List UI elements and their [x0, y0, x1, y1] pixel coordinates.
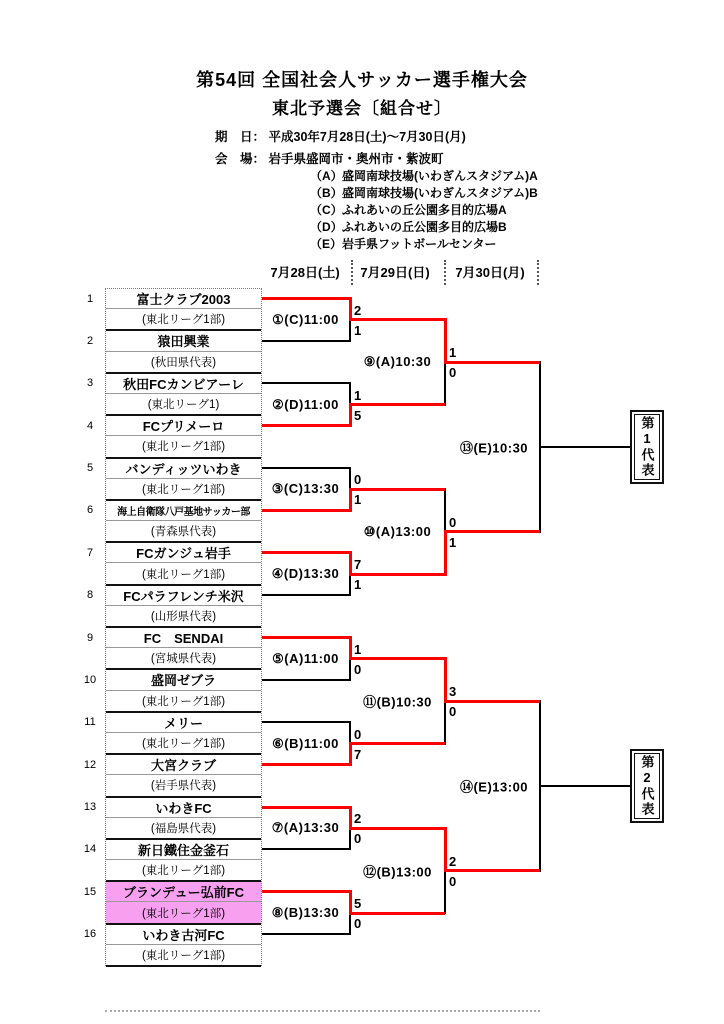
match-score-top: 2	[449, 853, 457, 869]
final-connector-line	[540, 446, 630, 448]
winner-path-line	[445, 869, 540, 872]
match-score-bottom: 1	[354, 492, 362, 508]
match-label: ⑪(B)10:30	[363, 694, 432, 710]
team-affiliation: (東北リーグ1部)	[141, 949, 226, 962]
match-label: ⑩(A)13:00	[363, 523, 432, 539]
page-title: 第54回 全国社会人サッカー選手権大会	[196, 70, 528, 90]
seed-number: 6	[86, 504, 94, 517]
bracket-line	[262, 297, 350, 300]
final-connector-line	[540, 785, 630, 787]
date-column-day2: 7月29日(日)	[360, 265, 430, 280]
team-name: バンディッツいわき	[106, 459, 261, 479]
event-date-label: 期 日：	[215, 130, 266, 144]
page-break-line	[105, 1010, 540, 1012]
bracket-line	[444, 530, 447, 575]
team-name: 猿田興業	[106, 331, 261, 351]
qualifier-box-1	[630, 410, 664, 484]
match-score-top: 3	[449, 684, 457, 700]
bracket-line	[444, 318, 447, 363]
seed-number: 10	[83, 673, 97, 686]
team-affiliation: (東北リーグ1部)	[106, 902, 261, 922]
winner-path-line	[445, 530, 540, 533]
team-name: 大宮クラブ	[106, 755, 261, 775]
team-name: 秋田FCカンビアーレ	[106, 374, 261, 394]
match-score-top: 0	[354, 472, 362, 488]
match-label: ⑭(E)13:00	[459, 779, 529, 795]
winner-path-line	[350, 318, 445, 321]
match-score-bottom: 1	[354, 322, 362, 338]
match-score-bottom: 0	[354, 916, 362, 932]
winner-path-line	[350, 912, 445, 915]
bracket-line	[262, 806, 350, 809]
match-label: ⑥(B)11:00	[272, 735, 339, 751]
team-affiliation: (東北リーグ1)	[147, 399, 220, 412]
match-score-bottom: 1	[449, 534, 457, 550]
team-name: 海上自衛隊八戸基地サッカー部	[106, 501, 261, 521]
match-label: ③(C)13:30	[271, 481, 340, 497]
bracket-line	[349, 742, 352, 766]
bracket-line	[444, 361, 446, 405]
venue-key-e: （E）	[310, 237, 343, 251]
match-score-bottom: 0	[354, 661, 362, 677]
match-label: ⑫(B)13:00	[363, 864, 432, 880]
team-name: ブランデュー弘前FC	[106, 882, 261, 902]
match-score-bottom: 0	[354, 831, 362, 847]
match-score-top: 2	[354, 811, 362, 827]
qualifier-label-1: 第1代表	[634, 414, 660, 480]
venue-name-b: 盛岡南球技場(いわぎんスタジアム)B	[342, 186, 538, 200]
team-affiliation: (東北リーグ1部)	[141, 314, 226, 327]
team-affiliation: (宮城県代表)	[150, 653, 217, 666]
match-score-bottom: 7	[354, 746, 362, 762]
match-score-bottom: 5	[354, 407, 362, 423]
winner-path-line	[350, 488, 445, 491]
winner-path-line	[350, 573, 445, 576]
bracket-line	[262, 424, 350, 427]
bracket-line	[262, 551, 350, 554]
winner-path-line	[350, 827, 445, 830]
team-affiliation: (東北リーグ1部)	[141, 483, 226, 496]
match-label: ⑨(A)10:30	[363, 354, 432, 370]
bracket-line	[444, 657, 447, 702]
bracket-line	[444, 488, 446, 532]
bracket-line	[262, 636, 350, 639]
venue-name-c: ふれあいの丘公園多目的広場A	[342, 203, 507, 217]
match-label: ⑤(A)11:00	[272, 650, 339, 666]
bracket-line	[349, 658, 351, 681]
match-score-top: 7	[354, 557, 362, 573]
bracket-line	[262, 933, 350, 935]
match-label: ②(D)11:00	[272, 396, 339, 412]
winner-path-line	[445, 361, 540, 364]
seed-number: 11	[84, 716, 96, 729]
date-column-day1: 7月28日(土)	[270, 265, 340, 280]
bracket-line	[262, 467, 350, 469]
event-venue-value: 岩手県盛岡市・奥州市・紫波町	[268, 152, 444, 166]
bracket-line	[262, 890, 350, 893]
bracket-line	[444, 870, 446, 914]
winner-path-line	[350, 742, 445, 745]
match-label: ④(D)13:30	[271, 566, 340, 582]
match-score-top: 1	[354, 387, 362, 403]
bracket-line	[262, 679, 350, 681]
team-name: いわきFC	[106, 798, 261, 818]
qualifier-label-2: 第2代表	[634, 753, 660, 819]
winner-path-line	[350, 403, 445, 406]
team-affiliation: (東北リーグ1部)	[141, 568, 226, 581]
match-label: ⑧(B)13:30	[271, 905, 340, 921]
match-score-top: 0	[449, 514, 457, 530]
seed-number: 8	[86, 589, 94, 602]
winner-path-line	[350, 657, 445, 660]
seed-number: 1	[86, 292, 94, 305]
team-name: メリー	[106, 713, 261, 733]
match-score-top: 5	[354, 896, 362, 912]
match-label: ⑦(A)13:30	[271, 820, 340, 836]
page-subtitle: 東北予選会〔組合せ〕	[272, 99, 452, 118]
bracket-line	[349, 319, 351, 342]
date-column-day3: 7月30日(月)	[455, 265, 525, 280]
venue-key-c: （C）	[310, 203, 343, 217]
match-score-top: 1	[354, 641, 362, 657]
seed-number: 13	[83, 801, 97, 814]
team-name: FCプリメーロ	[106, 416, 261, 436]
team-name: いわき古河FC	[106, 925, 261, 945]
team-name: FC SENDAI	[106, 628, 261, 648]
team-affiliation: (東北リーグ1部)	[141, 441, 226, 454]
seed-number: 15	[83, 885, 97, 898]
match-score-bottom: 0	[449, 704, 457, 720]
venue-key-d: （D）	[310, 220, 343, 234]
venue-key-b: （B）	[310, 186, 343, 200]
bracket-line	[262, 763, 350, 766]
seed-number: 9	[86, 631, 94, 644]
team-affiliation: (東北リーグ1部)	[141, 738, 226, 751]
team-affiliation: (福島県代表)	[150, 822, 217, 835]
team-name: FCパラフレンチ米沢	[106, 586, 261, 606]
bracket-line	[349, 912, 351, 935]
venue-name-d: ふれあいの丘公園多目的広場B	[342, 220, 507, 234]
bracket-line	[262, 721, 350, 723]
bracket-line	[349, 573, 351, 596]
qualifier-box-2	[630, 749, 664, 823]
team-name: 盛岡ゼブラ	[106, 670, 261, 690]
team-affiliation: (山形県代表)	[150, 610, 217, 623]
bracket-line	[262, 594, 350, 596]
venue-key-a: （A）	[310, 169, 343, 183]
match-score-top: 0	[354, 726, 362, 742]
bracket-line	[444, 827, 447, 872]
venue-name-e: 岩手県フットボールセンター	[342, 237, 497, 251]
match-label: ⑬(E)10:30	[459, 440, 529, 456]
team-affiliation: (岩手県代表)	[150, 780, 217, 793]
seed-number: 14	[83, 843, 97, 856]
seed-number: 5	[86, 462, 94, 475]
seed-number: 7	[86, 546, 94, 559]
team-affiliation: (秋田県代表)	[150, 356, 217, 369]
seed-number: 4	[86, 419, 94, 432]
bracket-line	[262, 340, 350, 342]
bracket-line	[262, 848, 350, 850]
venue-name-a: 盛岡南球技場(いわぎんスタジアム)A	[342, 169, 538, 183]
seed-number: 12	[83, 758, 97, 771]
team-affiliation: (東北リーグ1部)	[141, 865, 226, 878]
match-score-top: 1	[449, 345, 457, 361]
team-name: 新日鐵住金釜石	[106, 840, 261, 860]
bracket-line	[444, 700, 446, 744]
team-affiliation: (東北リーグ1部)	[141, 695, 226, 708]
seed-number: 3	[86, 377, 94, 390]
bracket-line	[262, 382, 350, 384]
bracket-line	[349, 827, 351, 850]
match-score-bottom: 1	[354, 577, 362, 593]
event-date-value: 平成30年7月28日(土)～7月30日(月)	[268, 130, 466, 144]
winner-path-line	[445, 700, 540, 703]
seed-number: 2	[86, 334, 94, 347]
match-score-bottom: 0	[449, 365, 457, 381]
bracket-line	[349, 403, 352, 427]
match-label: ①(C)11:00	[272, 311, 339, 327]
event-venue-label: 会 場：	[215, 152, 266, 166]
bracket-line	[349, 488, 352, 512]
team-affiliation: (青森県代表)	[150, 526, 217, 539]
team-name: FCガンジュ岩手	[106, 543, 261, 563]
team-name: 富士クラブ2003	[106, 289, 261, 309]
bracket-line	[262, 509, 350, 512]
match-score-bottom: 0	[449, 873, 457, 889]
seed-number: 16	[83, 928, 97, 941]
match-score-top: 2	[354, 302, 362, 318]
